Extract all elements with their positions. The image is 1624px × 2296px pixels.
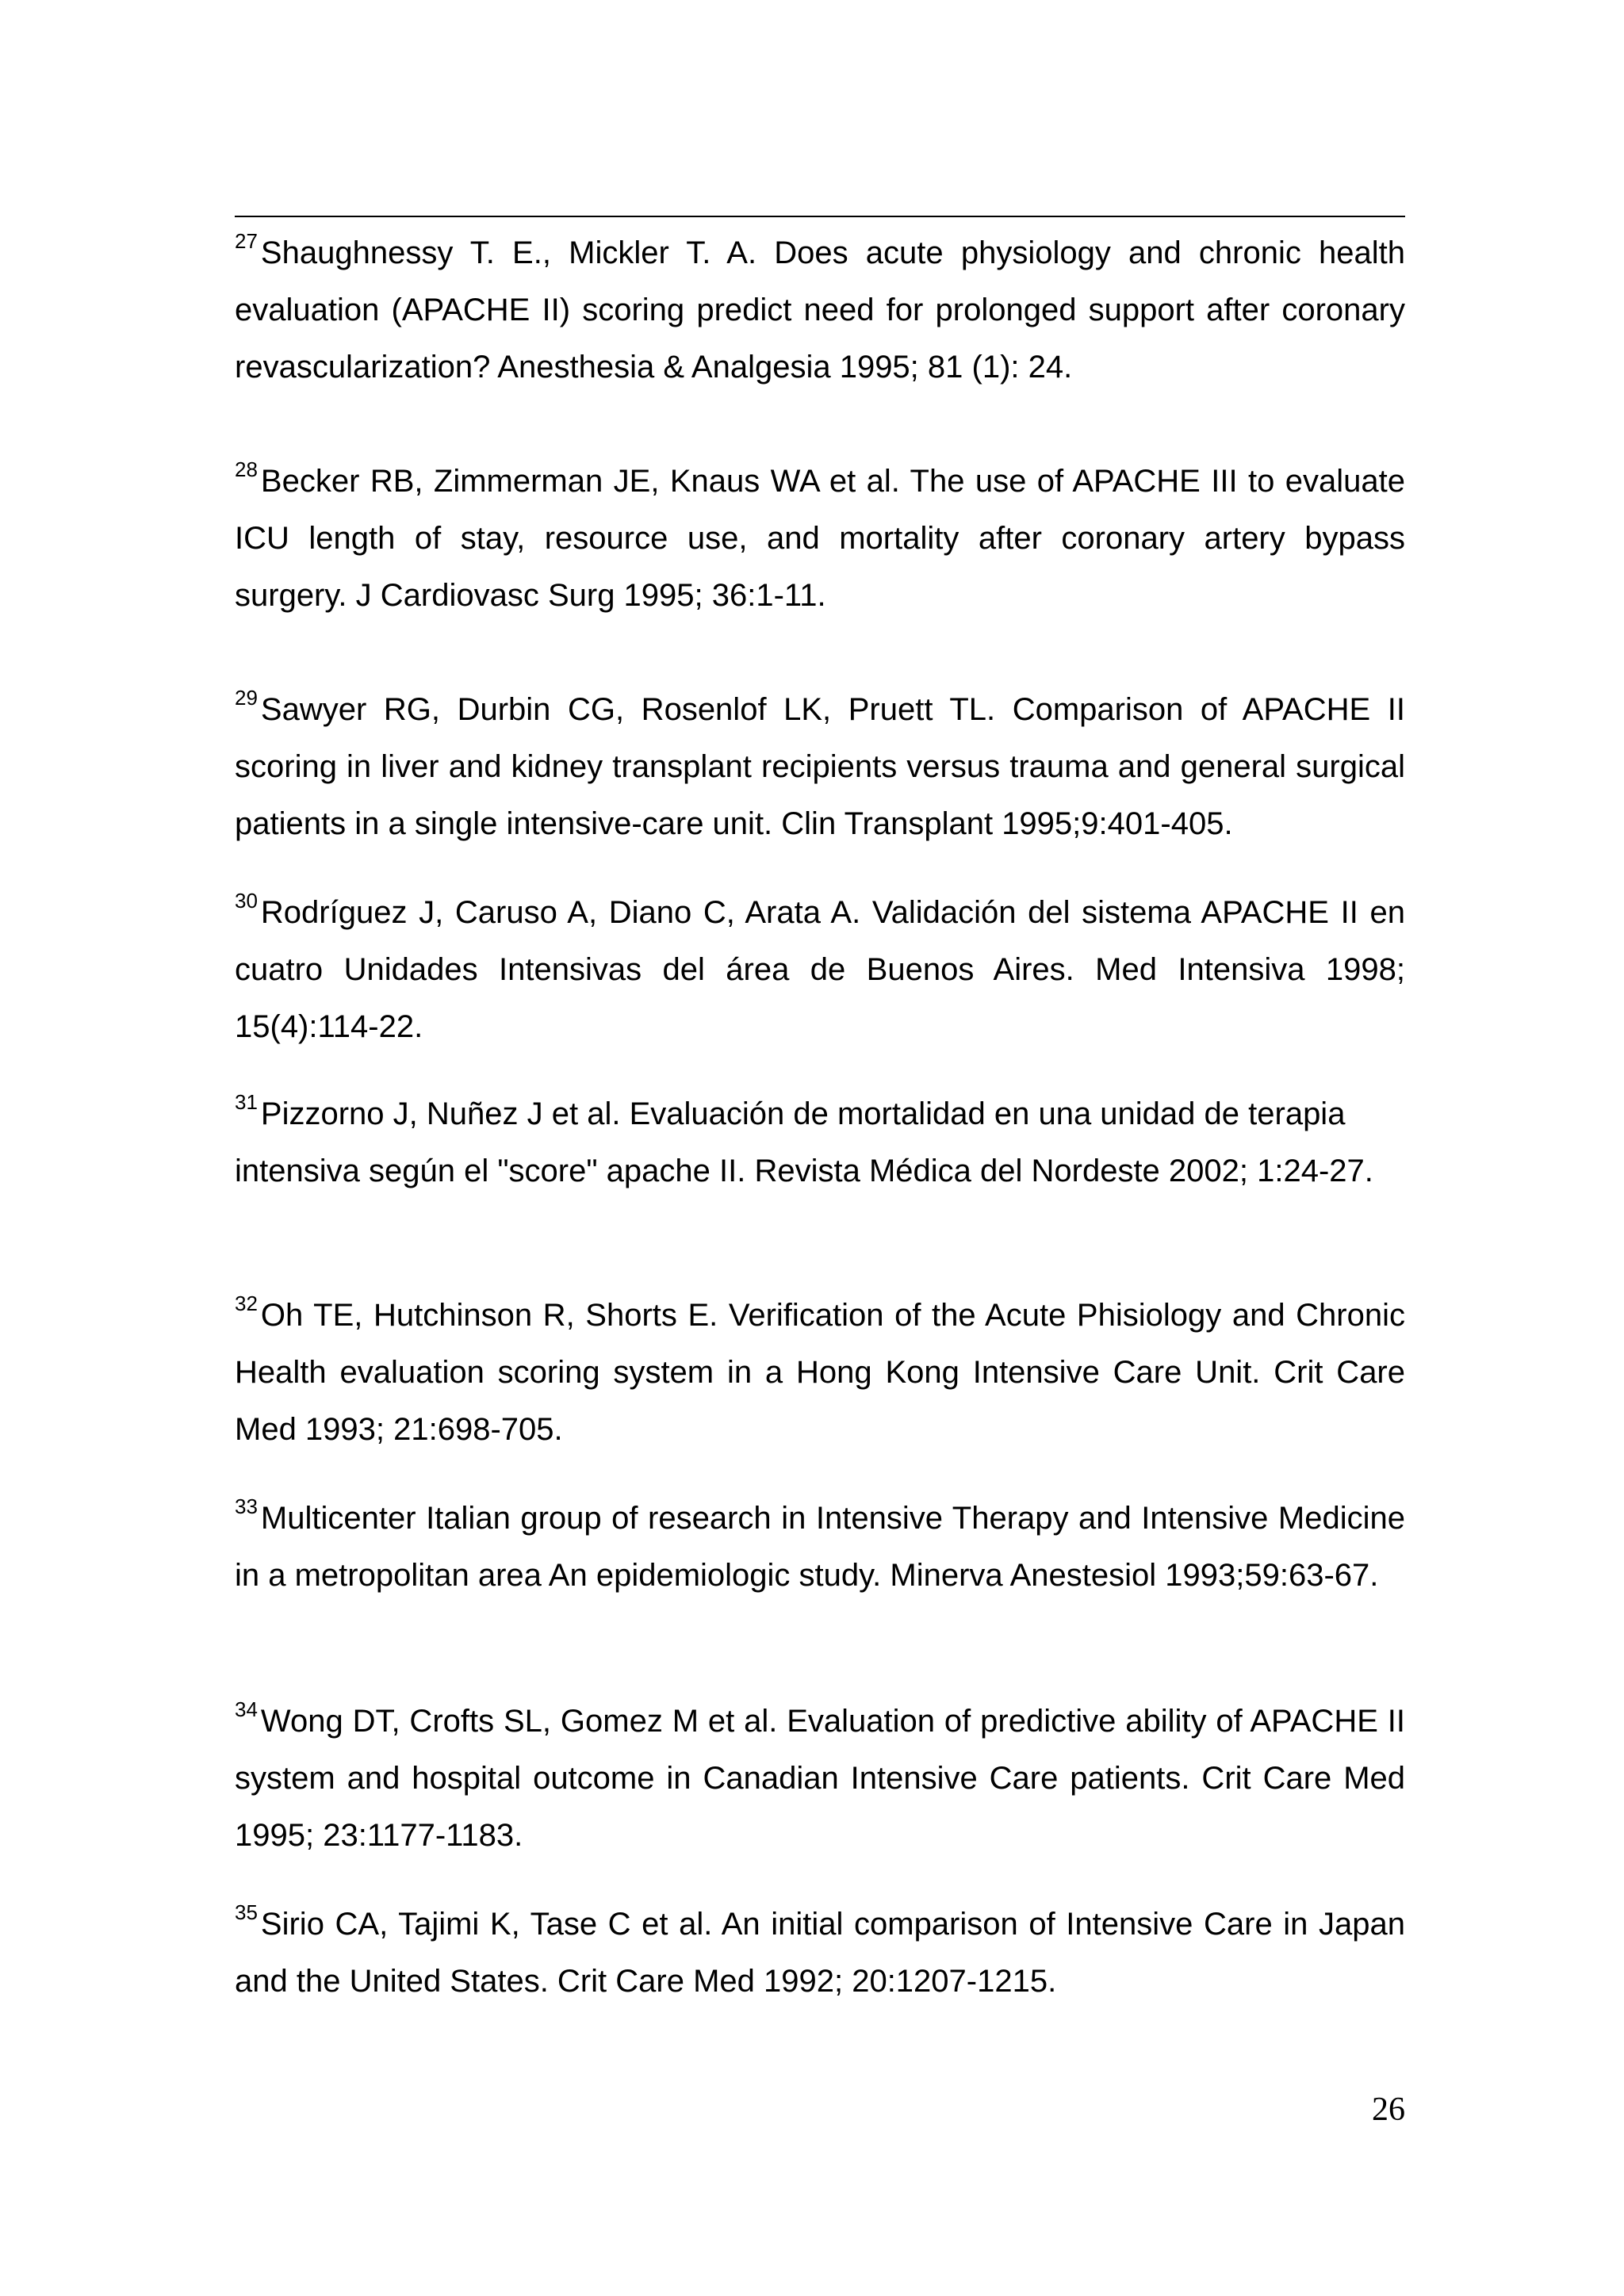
footnote-30 [235,884,1405,1055]
footnote-27-number: 27 [235,229,258,254]
footnote-27-text: Shaughnessy T. E., Mickler T. A. Does acute physiology and chronic health evaluation (APACHE II) scoring predict need for prolonged support after coronary revascularization? Anesthesia & Analgesia 1995; 81 (1): 24. [235,235,1405,385]
footnote-27 [235,224,1405,396]
footnote-30-number: 30 [235,889,258,913]
footnote-32 [235,1287,1405,1458]
footnote-29-number: 29 [235,686,258,710]
footnote-31-text: Pizzorno J, Nuñez J et al. Evaluación de mortalidad en una unidad de terapia intensiva según el "score" apache II. Revista Médica del Nordeste 2002; 1:24-27. [235,1096,1373,1188]
footnote-30-text: Rodríguez J, Caruso A, Diano C, Arata A. Validación del sistema APACHE II en cuatro Unidades Intensivas del área de Buenos Aires. Med Intensiva 1998; 15(4):114-22. [235,895,1405,1044]
footnote-34-number: 34 [235,1697,258,1722]
footnote-28 [235,453,1405,624]
footnote-34-text: Wong DT, Crofts SL, Gomez M et al. Evaluation of predictive ability of APACHE II system and hospital outcome in Canadian Intensive Care patients. Crit Care Med 1995; 23:1177-1183. [235,1704,1405,1853]
page-number: 26 [1372,2091,1405,2128]
footnote-32-text: Oh TE, Hutchinson R, Shorts E. Verification of the Acute Phisiology and Chronic Health evaluation scoring system in a Hong Kong Intensive Care Unit. Crit Care Med 1993; 21:698-705. [235,1298,1405,1447]
footnote-35-text: Sirio CA, Tajimi K, Tase C et al. An initial comparison of Intensive Care in Japan and the United States. Crit Care Med 1992; 20:1207-1215. [235,1907,1405,1999]
footnote-28-text: Becker RB, Zimmerman JE, Knaus WA et al. The use of APACHE III to evaluate ICU length of stay, resource use, and mortality after coronary artery bypass surgery. J Cardiovasc Surg 1995; 36:1-11. [235,464,1405,613]
footnote-33-text: Multicenter Italian group of research in Intensive Therapy and Intensive Medicine in a metropolitan area An epidemiologic study. Minerva Anestesiol 1993;59:63-67. [235,1501,1405,1593]
footnote-separator-rule [235,216,1405,217]
footnote-31-number: 31 [235,1090,258,1115]
footnote-34 [235,1693,1405,1864]
footnote-32-number: 32 [235,1292,258,1316]
footnote-33-number: 33 [235,1494,258,1519]
footnote-35 [235,1896,1405,2010]
footnote-29 [235,681,1405,852]
footnote-35-number: 35 [235,1900,258,1925]
footnote-31 [235,1085,1405,1200]
footnote-33 [235,1490,1405,1604]
footnote-28-number: 28 [235,457,258,482]
footnote-29-text: Sawyer RG, Durbin CG, Rosenlof LK, Pruett TL. Comparison of APACHE II scoring in liver and kidney transplant recipients versus trauma and general surgical patients in a single intensive-care unit. Clin Transplant 1995;9:401-405. [235,692,1405,841]
